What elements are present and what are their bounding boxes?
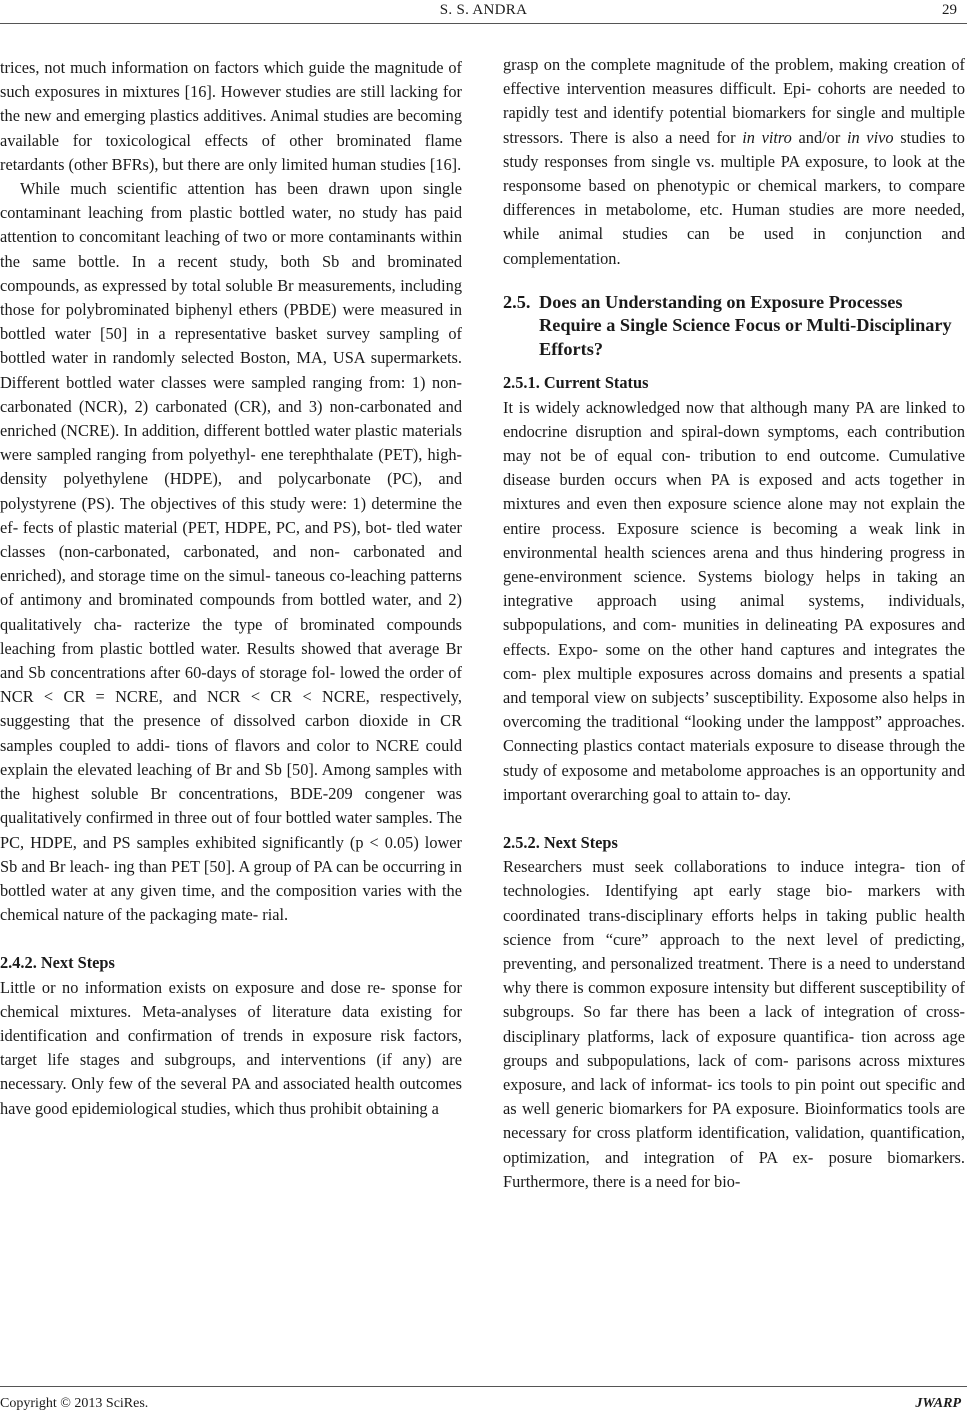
running-head-author: S. S. ANDRA (439, 2, 528, 18)
copyright-notice: Copyright © 2013 SciRes. (0, 1396, 149, 1411)
subsection-heading-2-5-1: 2.5.1. Current Status (503, 373, 649, 393)
paragraph-next-steps-mixtures: Little or no information exists on exposure and dose re- sponse for chemical mixtures. Meta-analyses of literature data existing for identification and confirmation of trends in exposure risk factors, target life stages and subgroups, and interventions (if any) are necessary. Only few of the several PA and associated health outcomes have good epidemiological studies, which thus prohibit obtaining a (0, 977, 462, 1118)
right-column (503, 53, 965, 1383)
page-header (0, 0, 967, 26)
text-run: studies to study responses from single vs. multiple PA exposure, to look at the responsome based on phenotypic or chemical markers, to compare differences in metabolome, etc. Human studies are more needed, while animal studies can be used in conjunction and complementation. (503, 127, 965, 268)
header-divider (0, 23, 967, 24)
paragraph-continued-right (503, 53, 965, 271)
paragraph-next-steps-collaboration: Researchers must seek collaborations to induce integra- tion of technologies. Identifying apt early stage bio- markers with coordinated trans-disciplinary efforts helps in taking public health science from “cure” approach to the next level of predicting, preventing, and personalized treatment. There is a need to understand why there is common exposure intensity but different susceptibility of subgroups. So far there has been a lack of integration of cross-disciplinary platforms, lack of exposure quantifica- tion across age groups and subpopulations, lack of com- parisons across mixtures exposure, and lack of informat- ics tools to pin point out specific and as well generic biomarkers for PA exposure. Bioinformatics tools are necessary for cross platform identification, validation, quantification, optimization, and integration of PA ex- posure biomarkers. Furthermore, there is a need for bio- (503, 857, 965, 1191)
paragraph-bottled-water-study: While much scientific attention has been drawn upon single contaminant leaching from plastic bottled water, no study has paid attention to concomitant leaching of two or more contaminants within the same bottle. In a recent study, both Sb and brominated compounds, as expressed by total soluble Br measurements, including those for polybrominated biphenyl ethers (PBDE) were measured in bottled water [50] in a representative basket survey sampling of bottled water in randomly selected Boston, MA, USA supermarkets. Different bottled water classes were sampled ranging from: 1) non-carbonated (NCR), 2) carbonated (CR), and 3) non-carbonated and enriched (NCRE). In addition, different bottled water plastic materials were sampled ranging from polyethyl- ene terephthalate (PET), high-density polyethylene (HDPE), and polycarbonate (PC), and polystyrene (PS). The objectives of this study were: 1) determine the ef- fects of plastic material (PET, HDPE, PC, and PS), bot- tled water classes (non-carbonated, carbonated, and non- carbonated and enriched), and storage time on the simul- taneous co-leaching patterns of antimony and brominated compounds from bottled water, and 2) qualitatively cha- racterize the type of brominated compounds leaching from plastic bottled water. Results showed that average Br and Sb concentrations after 60-days of storage fol- lowed the order of NCR < CR = NCRE, and NCR < CR < NCRE, respectively, suggesting that the presence of dissolved carbon dioxide in CR samples coupled to addi- tions of flavors and color to NCRE could explain the elevated leaching of Br and Sb [50]. Among samples with the highest soluble Br concentrations, BDE-209 congener was qualitatively confirmed in three out of four bottled water samples. The PC, HDPE, and PS samples exhibited significantly (p < 0.05) lower Sb and Br leach- ing than PET [50]. A group of PA can be occurring in bottled water at any given time, and the composition varies with the chemical nature of the packaging mate- rial. (0, 179, 462, 925)
spacer (0, 927, 462, 951)
footer-divider (0, 1386, 967, 1387)
page-number: 29 (942, 2, 957, 18)
spacer (503, 807, 965, 831)
text-run: and/or (791, 127, 847, 147)
subsection-heading-2-4-2: 2.4.2. Next Steps (0, 953, 115, 973)
page-footer (0, 1386, 967, 1414)
journal-abbreviation: JWARP (915, 1396, 961, 1411)
italic-in-vivo: in vivo (846, 127, 894, 147)
section-number: 2.5. (503, 291, 531, 312)
section-title: Does an Understanding on Exposure Processes Require a Single Science Focus or Multi-Disciplinary Efforts? (539, 291, 952, 359)
text-run: grasp on the complete magnitude of the problem, making creation of effective intervention measures difficult. Epi- cohorts are needed to rapidly test and identify potential biomarkers for single and multiple stressors. There is also a need for (503, 55, 965, 147)
subsection-heading-2-5-2: 2.5.2. Next Steps (503, 832, 618, 852)
section-heading-2-5 (503, 291, 965, 362)
italic-in-vitro: in vitro (742, 127, 792, 147)
left-column (0, 56, 462, 1386)
paragraph-continued: trices, not much information on factors which guide the magnitude of such exposures in mixtures [16]. However studies are still lacking for the new and emerging plastics additives. Animal studies are becoming available for toxicological effects of other brominated flame retardants (other BFRs), but there are only limited human studies [16]. (0, 58, 462, 174)
paragraph-current-status: It is widely acknowledged now that although many PA are linked to endocrine disruption and spiral-down symptoms, each contribution may not be of equal con- tribution to end outcome. Cumulative disease burden occurs when PA is exposed and acts together in mixtures and even then exposure science alone may not explain the entire process. Exposure science is becoming a weak link in environmental health sciences arena and thus hindering progress in gene-environment science. Systems biology helps in taking an integrative approach using animal systems, individuals, subpopulations, and com- munities in delineating PA exposures and effects. Expo- some on the other hand captures and integrates the com- plex multiple exposures across domains and presents a spatial and temporal view on subjects’ susceptibility. Exposome also helps in overcoming the traditional “looking under the lamppost” approaches. Connecting plastics contact materials exposure to disease through the study of exposome and metabolome approaches is an opportunity and important overarching goal to attain to- day. (503, 397, 965, 804)
